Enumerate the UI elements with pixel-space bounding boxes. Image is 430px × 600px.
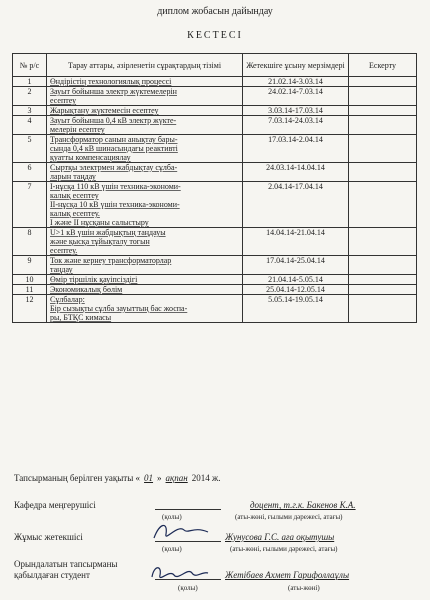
row-note	[349, 285, 417, 295]
supervisor-signature-line	[155, 541, 221, 542]
task-line: калық есептеу.	[50, 209, 100, 218]
student-label-line1: Орындалатын тапсырманы	[14, 559, 118, 569]
table-row	[13, 275, 417, 285]
row-task	[47, 87, 243, 106]
supervisor-name: Жунусова Г.С. аға оқытушы	[225, 532, 335, 542]
document-title: КЕСТЕСІ	[187, 30, 243, 41]
issue-date-prefix: Тапсырманың берілген уақыты «	[14, 473, 141, 483]
table-header-row	[13, 54, 417, 77]
row-task	[47, 135, 243, 163]
task-line: І және ІІ нұсқаны салыстыру	[50, 218, 149, 227]
row-task	[47, 285, 243, 295]
task-line: Жарықтану жүктемесін есептеу	[50, 106, 159, 115]
schedule-table	[12, 53, 417, 323]
issue-year: 2014 ж.	[191, 473, 221, 483]
row-deadline: 14.04.14-21.04.14	[243, 228, 349, 256]
task-line: ІІ-нұсқа 10 кВ үшін техника-экономи-	[50, 200, 180, 209]
task-line: Экономикалық бөлім	[50, 285, 123, 294]
task-line: таңдау	[50, 265, 73, 274]
row-task	[47, 182, 243, 228]
table-row	[13, 295, 417, 323]
task-line: есептеу	[50, 96, 77, 105]
row-note	[349, 256, 417, 275]
task-line: мелерін есептеу	[50, 125, 105, 134]
supervisor-sign-hint: (қолы)	[162, 545, 182, 553]
row-note	[349, 106, 417, 116]
column-header-deadline: Жетекшіге ұсыну мерзімдері	[243, 54, 349, 77]
row-number: 10	[13, 275, 47, 285]
student-signature	[148, 561, 212, 585]
student-label-line2: қабылдаған студент	[14, 570, 90, 580]
row-note	[349, 182, 417, 228]
issue-date-mid: »	[157, 473, 162, 483]
task-line: U>1 кВ үшін жабдықтың таңдауы	[50, 228, 166, 237]
row-deadline: 17.03.14-2.04.14	[243, 135, 349, 163]
row-number: 11	[13, 285, 47, 295]
task-line: қуатты компенсациялау	[50, 153, 131, 162]
row-task	[47, 275, 243, 285]
task-line: ры, БТҚС кимасы	[50, 313, 112, 322]
table-row	[13, 116, 417, 135]
row-task	[47, 163, 243, 182]
head-sign-hint: (қолы)	[162, 513, 182, 521]
head-name-hint: (аты-жөні, ғылыми дәрежесі, атағы)	[235, 513, 343, 521]
task-line: сында 0,4 кВ шинасындағы реактивті	[50, 144, 178, 153]
row-number: 6	[13, 163, 47, 182]
table-row	[13, 182, 417, 228]
row-number: 9	[13, 256, 47, 275]
column-header-note: Ескерту	[349, 54, 417, 77]
row-deadline: 5.05.14-19.05.14	[243, 295, 349, 323]
column-header-number: № р/с	[13, 54, 47, 77]
task-line: Бір сызықты сұлба зауыттың бас жоспа-	[50, 304, 188, 313]
row-task	[47, 295, 243, 323]
table-row	[13, 106, 417, 116]
student-name-hint: (аты-жөні)	[288, 584, 320, 592]
row-note	[349, 275, 417, 285]
row-deadline: 3.03.14-17.03.14	[243, 106, 349, 116]
row-task	[47, 77, 243, 87]
row-deadline: 24.02.14-7.03.14	[243, 87, 349, 106]
task-line: Өндірістің технологиялық процессі	[50, 77, 172, 86]
row-number: 8	[13, 228, 47, 256]
row-deadline: 17.04.14-25.04.14	[243, 256, 349, 275]
top-caption: диплом жобасын дайындау	[157, 6, 273, 17]
task-line: Зауыт бойынша 0,4 кВ электр жүкте-	[50, 116, 177, 125]
student-sign-hint: (қолы)	[178, 584, 198, 592]
table-row	[13, 163, 417, 182]
row-deadline: 7.03.14-24.03.14	[243, 116, 349, 135]
task-line: есептеу.	[50, 246, 78, 255]
row-note	[349, 77, 417, 87]
head-signature-line	[155, 509, 221, 510]
row-number: 12	[13, 295, 47, 323]
issue-day: 01	[144, 473, 154, 483]
task-line: және қысқа тұйықталу тогын	[50, 237, 150, 246]
row-task	[47, 228, 243, 256]
task-line: Зауыт бойынша электр жүктемелерін	[50, 87, 177, 96]
head-name: доцент, т.г.к. Бакенов К.А.	[250, 500, 356, 510]
supervisor-name-hint: (аты-жөні, ғылыми дәрежесі, атағы)	[230, 545, 338, 553]
row-task	[47, 106, 243, 116]
task-line: Сұлбалар:	[50, 295, 85, 304]
student-name: Жетібаев Ахмет Гарифоллаұлы	[225, 570, 350, 580]
row-number: 4	[13, 116, 47, 135]
row-note	[349, 163, 417, 182]
row-deadline: 2.04.14-17.04.14	[243, 182, 349, 228]
column-header-topics: Тарау аттары, әзірленетін сұрақтардың тізімі	[47, 54, 243, 77]
task-line: Сыртқы электрмен жабдықтау сұлба-	[50, 163, 178, 172]
row-deadline: 24.03.14-14.04.14	[243, 163, 349, 182]
row-note	[349, 135, 417, 163]
row-number: 2	[13, 87, 47, 106]
task-line: калық есептеу	[50, 191, 99, 200]
table-row	[13, 87, 417, 106]
row-number: 1	[13, 77, 47, 87]
supervisor-label: Жұмыс жетекшісі	[14, 532, 83, 542]
task-line: Трансформатор санын анықтау бары-	[50, 135, 178, 144]
table-row	[13, 256, 417, 275]
row-number: 7	[13, 182, 47, 228]
issue-date-line	[14, 473, 220, 483]
row-deadline: 25.04.14-12.05.14	[243, 285, 349, 295]
row-note	[349, 87, 417, 106]
task-line: Ток және кернеу трансформаторлар	[50, 256, 172, 265]
row-number: 3	[13, 106, 47, 116]
row-task	[47, 116, 243, 135]
row-deadline: 21.04.14-5.05.14	[243, 275, 349, 285]
row-note	[349, 116, 417, 135]
table-row	[13, 228, 417, 256]
student-signature-line	[155, 579, 221, 580]
task-line: І-нұсқа 110 кВ үшін техника-экономи-	[50, 182, 181, 191]
issue-month: ақпан	[165, 473, 188, 483]
row-task	[47, 256, 243, 275]
row-number: 5	[13, 135, 47, 163]
head-label: Кафедра меңгерушісі	[14, 500, 96, 510]
table-row	[13, 135, 417, 163]
task-line: Өмір тіршілік қауіпсіздігі	[50, 275, 138, 284]
task-line: ларын таңдау	[50, 172, 96, 181]
row-deadline: 21.02.14-3.03.14	[243, 77, 349, 87]
table-row	[13, 77, 417, 87]
table-row	[13, 285, 417, 295]
row-note	[349, 228, 417, 256]
row-note	[349, 295, 417, 323]
